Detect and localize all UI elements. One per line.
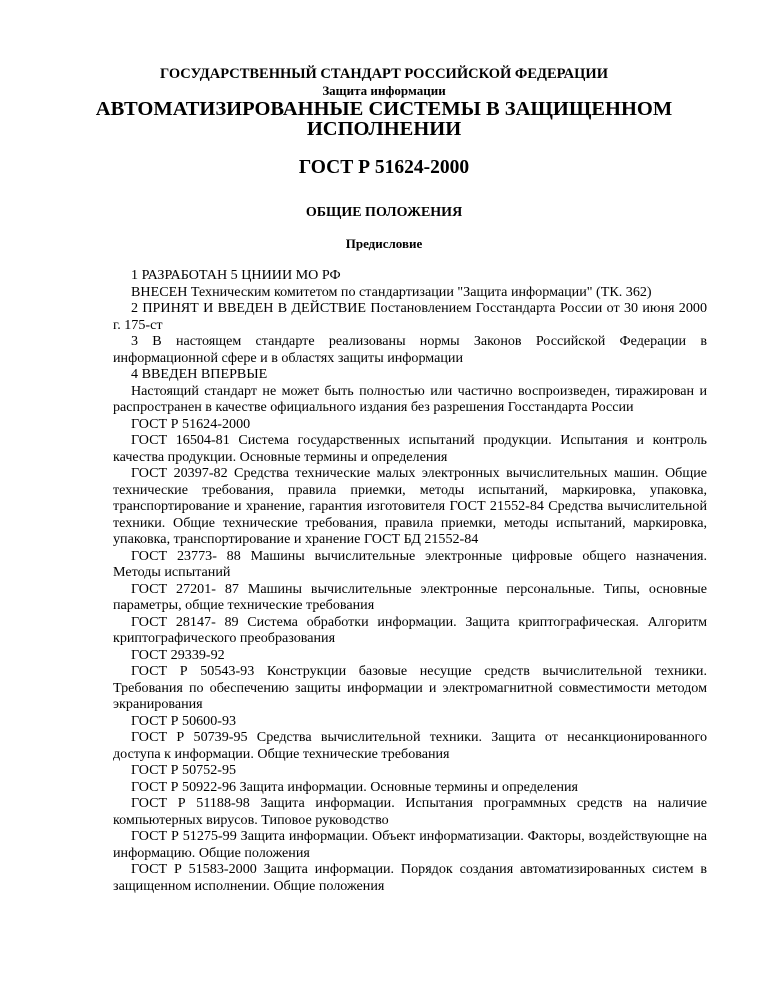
paragraph: 2 ПРИНЯТ И ВВЕДЕН В ДЕЙСТВИЕ Постановлением Госстандарта России от 30 июня 2000 г. 175-ст — [113, 300, 707, 333]
paragraph: 4 ВВЕДЕН ВПЕРВЫЕ — [131, 366, 268, 382]
paragraph: ГОСТ 20397-82 Средства технические малых электронных вычислительных машин. Общие технические требования, правила приемки, методы испытаний, маркировка, упаковка, транспортирование и хранение, гарантия изготовителя ГОСТ 21552-84 Средства вычислительной техники. Общие технические требования, правила приемки, методы испытаний, маркировка, упаковка, транспортирование и хранение ГОСТ БД 21552-84 — [113, 465, 707, 547]
paragraph: ВНЕСЕН Техническим комитетом по стандартизации "Защита информации" (ТК. 362) — [131, 283, 652, 300]
paragraph: ГОСТ Р 51583-2000 Защита информации. Порядок создания автоматизированных систем в защищенном исполнении. Общие положения — [113, 861, 707, 894]
paragraph: ГОСТ Р 50739-95 Средства вычислительной техники. Защита от несанкционированного доступа к информации. Общие технические требования — [113, 729, 707, 762]
paragraph: ГОСТ 29339-92 — [131, 646, 225, 663]
general-heading: ОБЩИЕ ПОЛОЖЕНИЯ — [305, 205, 463, 220]
gost-number: ГОСТ Р 51624-2000 — [298, 157, 470, 178]
paragraph: Настоящий стандарт не может быть полностью или частично воспроизведен, тиражирован и распространен в качестве официального издания без разрешения Госстандарта России — [113, 382, 707, 415]
paragraph: ГОСТ Р 50752-95 — [131, 762, 237, 778]
title-line-2: ИСПОЛНЕНИИ — [306, 118, 462, 140]
paragraph: ГОСТ Р 50543-93 Конструкции базовые несущие средств вычислительной техники. Требования по обеспечению защиты информации и электромагнитной совместимости методом экранирования — [113, 663, 707, 712]
paragraph: ГОСТ Р 51188-98 Защита информации. Испытания программных средств на наличие компьютерных вирусов. Типовое руководство — [113, 795, 707, 828]
paragraph: 3 В настоящем стандарте реализованы нормы Законов Российской Федерации в информационной сфере и в областях защиты информации — [113, 333, 707, 366]
subtitle-heading: Защита информации — [322, 83, 446, 98]
paragraph: 1 РАЗРАБОТАН 5 ЦНИИИ МО РФ — [131, 267, 341, 283]
paragraph: ГОСТ 27201- 87 Машины вычислительные электронные персональные. Типы, основные параметры, общие технические требования — [113, 580, 707, 613]
paragraph: ГОСТ Р 50922-96 Защита информации. Основные термины и определения — [131, 778, 579, 795]
document-title — [0, 99, 768, 139]
body-text — [113, 267, 707, 894]
title-line-1: АВТОМАТИЗИРОВАННЫЕ СИСТЕМЫ В ЗАЩИЩЕННОМ — [95, 98, 673, 120]
paragraph: ГОСТ 28147- 89 Система обработки информации. Защита криптографическая. Алгоритм криптографического преобразования — [113, 613, 707, 646]
paragraph: ГОСТ Р 51624-2000 — [131, 415, 251, 432]
paragraph: ГОСТ 23773- 88 Машины вычислительные электронные цифровые общего назначения. Методы испытаний — [113, 547, 707, 580]
gov-standard-heading: ГОСУДАРСТВЕННЫЙ СТАНДАРТ РОССИЙСКОЙ ФЕДЕРАЦИИ — [159, 66, 608, 82]
preface-heading: Предисловие — [345, 236, 423, 251]
paragraph: ГОСТ Р 51275-99 Защита информации. Объект информатизации. Факторы, воздействующне на информацию. Общие положения — [113, 828, 707, 861]
paragraph: ГОСТ 16504-81 Система государственных испытаний продукции. Испытания и контроль качества продукции. Основные термины и определения — [113, 432, 707, 465]
paragraph: ГОСТ Р 50600-93 — [131, 712, 237, 729]
